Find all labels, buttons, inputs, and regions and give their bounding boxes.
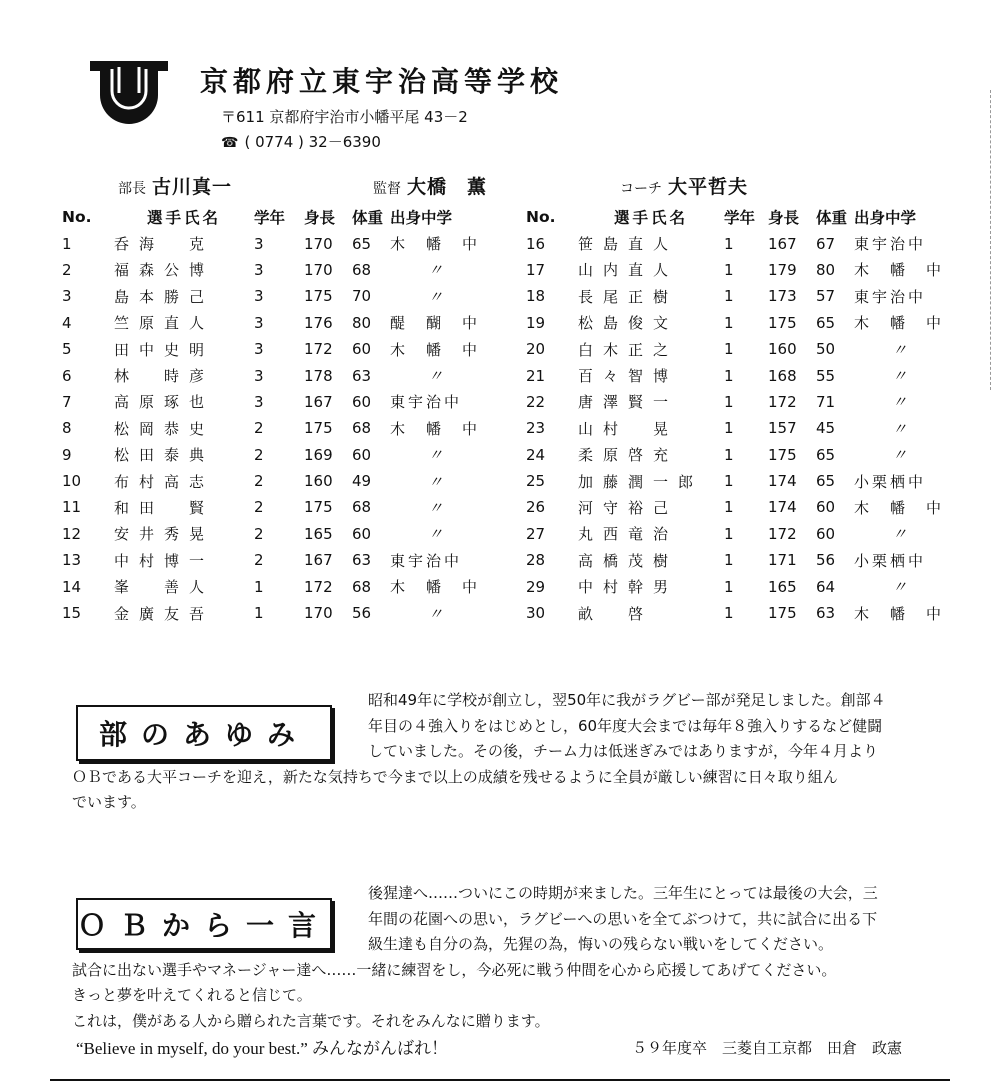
player-name: 中村幹男	[578, 578, 679, 597]
player-name: 金廣友吾	[114, 604, 215, 623]
player-weight: 60	[816, 498, 836, 517]
player-name: 畝 啓	[578, 604, 654, 623]
player-grade: 1	[724, 604, 734, 623]
player-no: 6	[62, 366, 72, 385]
player-weight: 57	[816, 287, 836, 306]
player-no: 5	[62, 340, 72, 359]
player-weight: 60	[352, 340, 372, 359]
roster-row	[62, 310, 492, 336]
history-line: 年目の４強入りをはじめとし，60年度大会までは毎年８強入りするなど健闘	[368, 716, 883, 735]
history-title: 部のあゆみ	[98, 718, 309, 751]
player-school: 〃	[892, 340, 908, 359]
school-phone	[221, 131, 381, 152]
col-no: No.	[526, 208, 556, 227]
roster-row	[62, 283, 492, 309]
player-name: 田中史明	[114, 340, 215, 359]
roster-row	[62, 547, 492, 573]
player-no: 28	[526, 551, 546, 570]
player-school: 醍 醐 中	[390, 314, 481, 333]
player-grade: 2	[254, 498, 264, 517]
player-name: 島本勝己	[114, 287, 215, 306]
roster-row	[62, 336, 492, 362]
player-name: 峯 善人	[114, 578, 215, 597]
ob-line: 級生達も自分の為，先猩の為，悔いの残らない戦いをしてください。	[368, 935, 834, 953]
player-weight: 63	[816, 604, 836, 623]
player-grade: 3	[254, 340, 264, 359]
player-height: 173	[768, 287, 797, 306]
player-grade: 3	[254, 392, 264, 411]
player-no: 29	[526, 577, 546, 596]
player-no: 17	[526, 260, 546, 279]
player-name: 松岡恭史	[114, 419, 215, 438]
player-school: 〃	[428, 498, 444, 517]
player-school: 木 幡 中	[854, 604, 945, 623]
player-name: 松島俊文	[578, 314, 679, 333]
player-height: 175	[304, 419, 333, 438]
player-no: 16	[526, 234, 546, 253]
roster-row	[526, 257, 956, 283]
player-height: 172	[304, 577, 333, 596]
roster-row	[526, 600, 956, 626]
player-school: 小栗栖中	[854, 551, 927, 570]
player-name: 呑海 克	[114, 235, 215, 254]
player-grade: 3	[254, 313, 264, 332]
player-grade: 1	[724, 260, 734, 279]
staff-manager	[373, 172, 487, 199]
player-weight: 65	[816, 313, 836, 332]
player-grade: 1	[254, 604, 264, 623]
player-height: 170	[304, 260, 333, 279]
staff-coach	[620, 172, 748, 199]
player-height: 160	[304, 472, 333, 491]
staff-role: 部長	[118, 181, 146, 197]
roster-row	[526, 468, 956, 494]
col-school: 出身中学	[854, 209, 917, 228]
player-no: 23	[526, 419, 546, 438]
player-no: 26	[526, 498, 546, 517]
player-school: 〃	[428, 367, 444, 386]
player-no: 25	[526, 472, 546, 491]
player-no: 1	[62, 234, 72, 253]
player-grade: 3	[254, 234, 264, 253]
player-name: 和田 賢	[114, 498, 215, 517]
staff-role: 監督	[373, 181, 401, 197]
player-school: 〃	[892, 393, 908, 412]
player-no: 8	[62, 419, 72, 438]
phone-number: ( 0774 ) 32－6390	[244, 133, 381, 151]
roster-row	[526, 283, 956, 309]
player-weight: 45	[816, 419, 836, 438]
player-school: 〃	[892, 578, 908, 597]
player-height: 175	[304, 287, 333, 306]
player-no: 27	[526, 524, 546, 543]
player-weight: 63	[352, 366, 372, 385]
roster-row	[526, 573, 956, 599]
player-weight: 55	[816, 366, 836, 385]
player-height: 157	[768, 419, 797, 438]
player-name: 安井秀晃	[114, 525, 215, 544]
player-grade: 1	[724, 577, 734, 596]
player-school: 木 幡 中	[390, 419, 481, 438]
player-grade: 2	[254, 445, 264, 464]
roster-row	[526, 415, 956, 441]
roster-row	[62, 468, 492, 494]
player-school: 〃	[892, 446, 908, 465]
col-height: 身長	[768, 209, 800, 228]
player-height: 168	[768, 366, 797, 385]
player-name: 林 時彦	[114, 367, 215, 386]
player-grade: 1	[724, 524, 734, 543]
player-no: 19	[526, 313, 546, 332]
player-name: 竺原直人	[114, 314, 215, 333]
player-weight: 60	[816, 524, 836, 543]
player-height: 165	[304, 524, 333, 543]
player-weight: 56	[816, 551, 836, 570]
ob-signature: ５９年度卒 三菱自工京都 田倉 政憲	[632, 1039, 903, 1057]
player-height: 178	[304, 366, 333, 385]
player-grade: 3	[254, 260, 264, 279]
col-name: 選手氏名	[613, 209, 688, 228]
player-school: 木 幡 中	[390, 340, 481, 359]
player-school: 木 幡 中	[390, 578, 481, 597]
player-height: 160	[768, 340, 797, 359]
player-weight: 49	[352, 472, 372, 491]
player-school: 〃	[428, 525, 444, 544]
player-no: 9	[62, 445, 72, 464]
player-name: 高原琢也	[114, 393, 215, 412]
ob-line: きっと夢を叶えてくれると信じて。	[72, 986, 312, 1004]
player-school: 小栗栖中	[854, 472, 927, 491]
player-height: 175	[768, 604, 797, 623]
player-no: 12	[62, 524, 82, 543]
player-school: 東宇治中	[854, 235, 927, 254]
col-height: 身長	[304, 209, 336, 228]
player-weight: 71	[816, 392, 836, 411]
player-name: 丸西竜治	[578, 525, 679, 544]
page-edge-mark	[990, 90, 994, 390]
history-line: 昭和49年に学校が創立し，翌50年に我がラグビー部が発足しました。創部４	[368, 691, 886, 709]
player-weight: 68	[352, 260, 372, 279]
player-weight: 80	[816, 260, 836, 279]
player-weight: 60	[352, 392, 372, 411]
player-name: 百々智博	[578, 367, 679, 386]
player-grade: 1	[724, 366, 734, 385]
roster-row	[526, 362, 956, 388]
player-height: 172	[304, 340, 333, 359]
school-logo-icon	[88, 55, 170, 137]
player-height: 175	[304, 498, 333, 517]
staff-role: コーチ	[620, 181, 662, 197]
roster-row	[526, 442, 956, 468]
col-weight: 体重	[352, 209, 384, 228]
roster-row	[526, 547, 956, 573]
player-height: 165	[768, 577, 797, 596]
player-grade: 2	[254, 551, 264, 570]
roster-row	[526, 521, 956, 547]
player-grade: 1	[724, 287, 734, 306]
player-weight: 68	[352, 498, 372, 517]
player-grade: 1	[724, 551, 734, 570]
staff-name: 古川真一	[152, 176, 233, 198]
player-height: 172	[768, 524, 797, 543]
player-name: 柔原啓充	[578, 446, 679, 465]
player-school: 〃	[892, 419, 908, 438]
player-school: 〃	[428, 604, 444, 623]
player-grade: 2	[254, 524, 264, 543]
col-grade: 学年	[254, 209, 286, 228]
player-name: 白木正之	[578, 340, 679, 359]
footer-divider	[50, 1079, 950, 1081]
player-school: 木 幡 中	[854, 261, 945, 280]
player-grade: 2	[254, 472, 264, 491]
roster-row	[526, 389, 956, 415]
player-weight: 67	[816, 234, 836, 253]
roster-row	[62, 415, 492, 441]
player-height: 175	[768, 445, 797, 464]
col-name: 選手氏名	[146, 209, 221, 228]
staff-club-head	[118, 172, 232, 199]
player-no: 13	[62, 551, 82, 570]
player-name: 布村高志	[114, 472, 215, 491]
roster-row	[526, 494, 956, 520]
player-no: 30	[526, 604, 546, 623]
roster-table-right	[526, 204, 956, 626]
player-height: 176	[304, 313, 333, 332]
roster-row	[62, 442, 492, 468]
school-address: 〒611 京都府宇治市小幡平尾 43－2	[221, 108, 468, 126]
player-name: 笹島直人	[578, 235, 679, 254]
history-line: していました。その後，チーム力は低迷ぎみではありますが，今年４月より	[368, 742, 879, 760]
player-weight: 80	[352, 313, 372, 332]
player-school: 東宇治中	[854, 287, 927, 306]
roster-row	[526, 230, 956, 256]
player-name: 中村博一	[114, 551, 215, 570]
player-no: 7	[62, 392, 72, 411]
player-grade: 1	[254, 577, 264, 596]
player-weight: 56	[352, 604, 372, 623]
player-name: 松田泰典	[114, 446, 215, 465]
roster-row	[526, 310, 956, 336]
player-name: 山村 晃	[578, 419, 679, 438]
player-height: 167	[304, 551, 333, 570]
player-grade: 2	[254, 419, 264, 438]
player-height: 169	[304, 445, 333, 464]
player-no: 4	[62, 313, 72, 332]
player-school: 木 幡 中	[854, 314, 945, 333]
col-grade: 学年	[724, 209, 756, 228]
ob-quote: “Believe in myself, do your best.” みんながんばれ！	[76, 1039, 449, 1058]
player-weight: 70	[352, 287, 372, 306]
player-name: 山内直人	[578, 261, 679, 280]
ob-title: ＯＢから一言	[78, 909, 331, 942]
player-name: 福森公博	[114, 261, 215, 280]
player-no: 10	[62, 472, 82, 491]
player-height: 179	[768, 260, 797, 279]
roster-header-row	[526, 204, 956, 230]
player-no: 11	[62, 498, 82, 517]
roster-row	[62, 230, 492, 256]
player-weight: 60	[352, 445, 372, 464]
player-weight: 65	[816, 472, 836, 491]
player-grade: 1	[724, 445, 734, 464]
ob-line: 後猩達へ……ついにこの時期が来ました。三年生にとっては最後の大会，三	[368, 884, 878, 902]
staff-name: 大橋 薫	[407, 176, 488, 198]
player-weight: 65	[352, 234, 372, 253]
ob-title-box	[76, 898, 332, 950]
history-title-box	[76, 705, 332, 761]
player-height: 167	[768, 234, 797, 253]
player-school: 木 幡 中	[854, 498, 945, 517]
player-height: 172	[768, 392, 797, 411]
history-line: ＯＢである大平コーチを迎え，新たな気持ちで今まで以上の成績を残せるように全員が厳しい練習に日々取り組ん	[72, 767, 838, 786]
player-name: 加藤潤一郎	[578, 472, 704, 491]
player-height: 174	[768, 472, 797, 491]
player-grade: 1	[724, 340, 734, 359]
player-name: 高橋茂樹	[578, 551, 679, 570]
player-no: 3	[62, 287, 72, 306]
ob-line: これは，僕がある人から贈られた言葉です。それをみんなに贈ります。	[72, 1011, 550, 1030]
player-height: 174	[768, 498, 797, 517]
player-weight: 63	[352, 551, 372, 570]
player-school: 東宇治中	[390, 551, 463, 570]
player-school: 〃	[892, 525, 908, 544]
player-name: 河守裕己	[578, 498, 679, 517]
col-no: No.	[62, 208, 92, 227]
player-no: 15	[62, 604, 82, 623]
player-grade: 1	[724, 419, 734, 438]
player-height: 175	[768, 313, 797, 332]
roster-header-row	[62, 204, 492, 230]
player-weight: 64	[816, 577, 836, 596]
player-weight: 68	[352, 419, 372, 438]
player-school: 〃	[428, 472, 444, 491]
player-no: 14	[62, 577, 82, 596]
roster-table-left	[62, 204, 492, 626]
col-weight: 体重	[816, 209, 848, 228]
player-name: 長尾正樹	[578, 287, 679, 306]
player-height: 170	[304, 234, 333, 253]
player-grade: 1	[724, 498, 734, 517]
player-grade: 1	[724, 392, 734, 411]
player-school: 〃	[428, 446, 444, 465]
player-school: 木 幡 中	[390, 235, 481, 254]
player-grade: 1	[724, 472, 734, 491]
ob-line: 試合に出ない選手やマネージャー達へ……一緒に練習をし，今必死に戦う仲間を心から応援してあげてください。	[72, 960, 837, 979]
roster-row	[62, 494, 492, 520]
telephone-icon: ☎	[221, 135, 239, 151]
player-no: 24	[526, 445, 546, 464]
roster-row	[62, 573, 492, 599]
history-line: でいます。	[72, 793, 146, 811]
roster-row	[62, 389, 492, 415]
roster-row	[62, 257, 492, 283]
player-height: 171	[768, 551, 797, 570]
player-grade: 1	[724, 234, 734, 253]
player-weight: 60	[352, 524, 372, 543]
player-no: 2	[62, 260, 72, 279]
player-name: 唐澤賢一	[578, 393, 679, 412]
player-school: 〃	[892, 367, 908, 386]
staff-name: 大平哲夫	[668, 176, 749, 198]
player-height: 170	[304, 604, 333, 623]
school-name: 京都府立東宇治高等学校	[200, 65, 564, 98]
player-no: 20	[526, 340, 546, 359]
player-grade: 1	[724, 313, 734, 332]
player-grade: 3	[254, 366, 264, 385]
player-height: 167	[304, 392, 333, 411]
ob-line: 年間の花園への思い，ラグビーへの思いを全てぶつけて，共に試合に出る下	[368, 909, 878, 928]
player-grade: 3	[254, 287, 264, 306]
player-no: 18	[526, 287, 546, 306]
player-weight: 65	[816, 445, 836, 464]
player-no: 21	[526, 366, 546, 385]
player-school: 〃	[428, 287, 444, 306]
roster-row	[62, 600, 492, 626]
col-school: 出身中学	[390, 209, 453, 228]
roster-row	[526, 336, 956, 362]
roster-row	[62, 521, 492, 547]
player-no: 22	[526, 392, 546, 411]
player-school: 〃	[428, 261, 444, 280]
roster-row	[62, 362, 492, 388]
player-weight: 68	[352, 577, 372, 596]
player-weight: 50	[816, 340, 836, 359]
player-school: 東宇治中	[390, 393, 463, 412]
